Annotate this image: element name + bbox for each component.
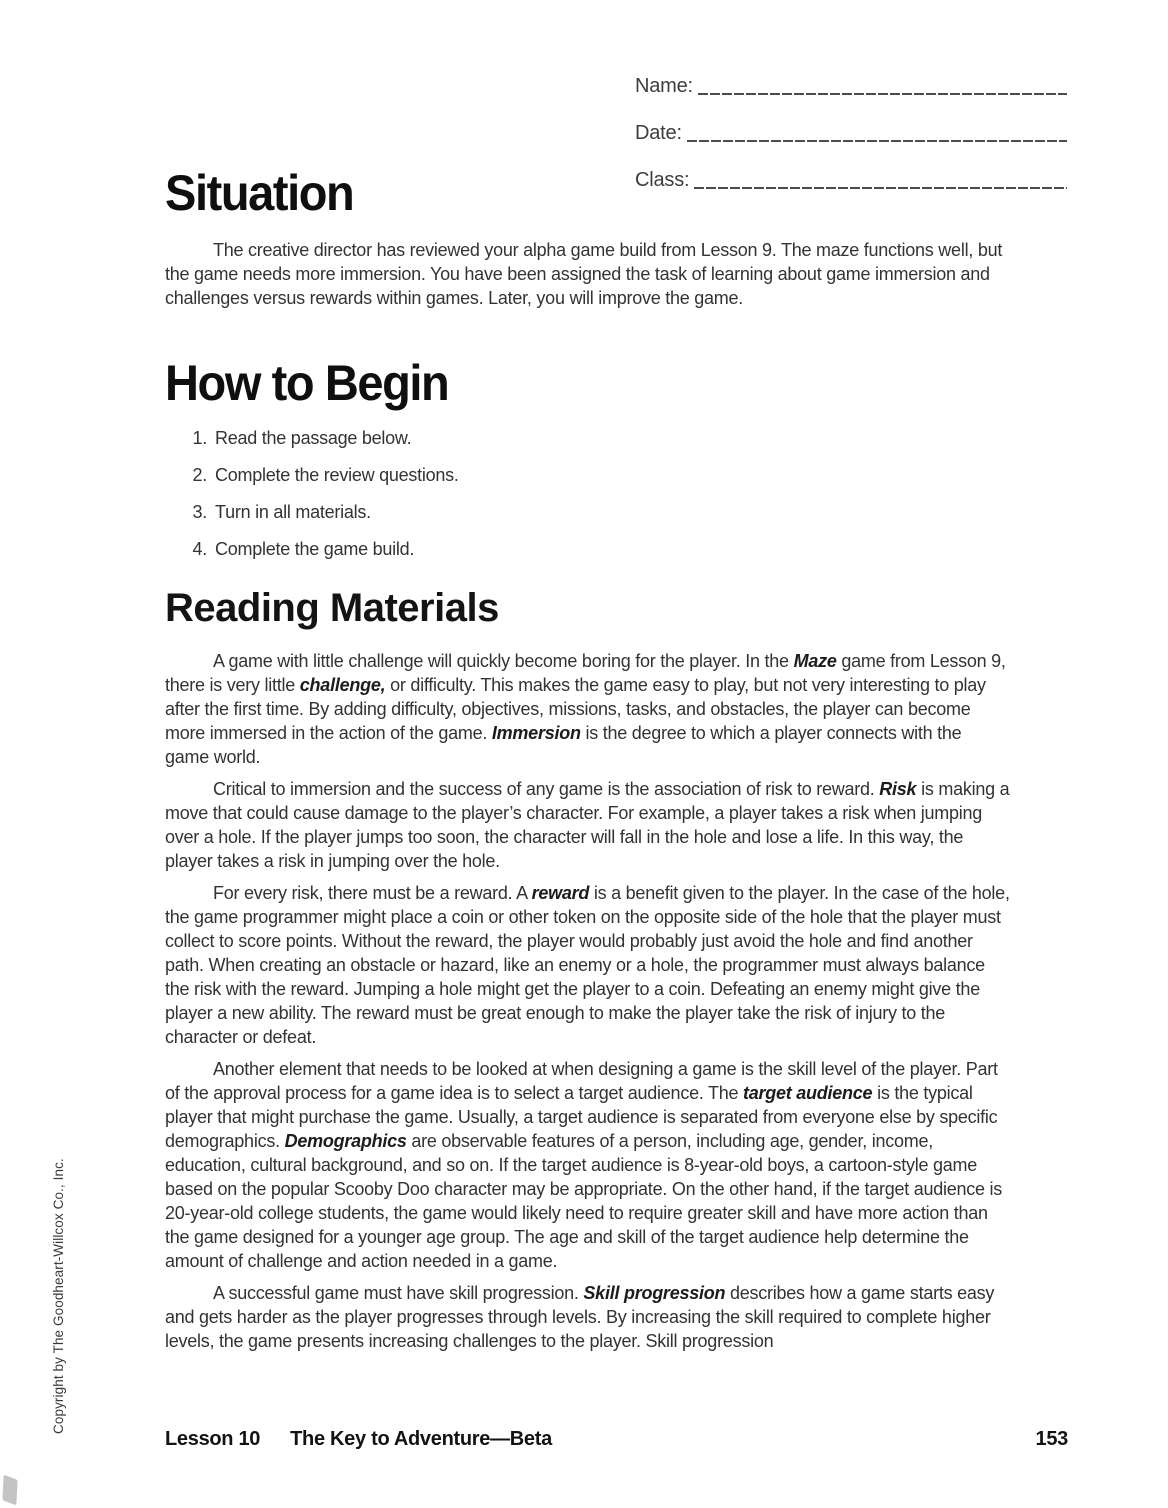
footer-lesson-title xyxy=(165,1428,552,1451)
list-item-4: Complete the game build. xyxy=(215,539,415,559)
reading-paragraph-4: Another element that needs to be looked at when designing a game is the skill level of the player. Part of the approval process for a game idea is to select a target audience. The target audience is the typical player that might purchase the game. Usually, a target audience is separated from everyone else by specific demographics. Demographics are observable features of a person, including age, gender, income, education, cultural background, and so on. If the target audience is 8-year-old boys, a cartoon-style game based on the popular Scooby Doo character may be appropriate. On the other hand, if the target audience is 20-year-old college students, the game would likely need to require greater skill and have more action than the game designed for a younger age group. The age and skill of the target audience help determine the amount of challenge and action needed in a game. xyxy=(165,1059,1003,1271)
scan-artifact-mark xyxy=(2,1475,17,1506)
list-item-2: Complete the review questions. xyxy=(215,465,459,485)
class-label: Class: xyxy=(635,169,690,191)
lesson-title: The Key to Adventure—Beta xyxy=(290,1428,552,1450)
page-number: 153 xyxy=(1035,1428,1068,1450)
lesson-number: Lesson 10 xyxy=(165,1428,261,1450)
date-label: Date: xyxy=(635,122,682,144)
name-label: Name: xyxy=(635,75,693,97)
list-item-1: Read the passage below. xyxy=(215,428,412,448)
reading-materials-heading: Reading Materials xyxy=(165,586,499,630)
situation-paragraph: The creative director has reviewed your alpha game build from Lesson 9. The maze functions well, but the game needs more immersion. You have been assigned the task of learning about game immersion and challenges versus rewards within games. Later, you will improve the game. xyxy=(165,240,1003,308)
how-to-begin-heading: How to Begin xyxy=(165,355,449,411)
reading-paragraph-1: A game with little challenge will quickly become boring for the player. In the Maze game from Lesson 9, there is very little challenge, or difficulty. This makes the game easy to play, but not very interesting to play after the first time. By adding difficulty, objectives, missions, tasks, and obstacles, the player can become more immersed in the action of the game. Immersion is the degree to which a player connects with the game world. xyxy=(165,651,1006,767)
reading-paragraph-3: For every risk, there must be a reward. A reward is a benefit given to the player. In the case of the hole, the game programmer might place a coin or other token on the opposite side of the hole that the player must collect to score points. Without the reward, the player would probably just avoid the hole and find another path. When creating an obstacle or hazard, like an enemy or a hole, the programmer must always balance the risk with the reward. Jumping a hole might get the player to a coin. Defeating an enemy might give the player a new ability. The reward must be great enough to make the player take the risk of injury to the character or defeat. xyxy=(165,883,1010,1047)
how-to-begin-list xyxy=(165,426,1010,561)
situation-heading: Situation xyxy=(165,165,354,221)
list-item-3: Turn in all materials. xyxy=(215,502,371,522)
reading-paragraph-2: Critical to immersion and the success of any game is the association of risk to reward. Risk is making a move that could cause damage to the player’s character. For example, a player takes a risk when jumping over a hole. If the player jumps too soon, the character will fall in the hole and lose a life. In this way, the player takes a risk in jumping over the hole. xyxy=(165,779,1010,871)
copyright-sidebar-text: Copyright by The Goodheart-Willcox Co., Inc. xyxy=(51,1158,66,1434)
page-content xyxy=(165,0,1010,1353)
reading-paragraph-5: A successful game must have skill progression. Skill progression describes how a game starts easy and gets harder as the player progresses through levels. By increasing the skill required to complete higher levels, the game presents increasing challenges to the player. Skill progression xyxy=(165,1283,995,1351)
page-footer xyxy=(165,1428,1068,1451)
